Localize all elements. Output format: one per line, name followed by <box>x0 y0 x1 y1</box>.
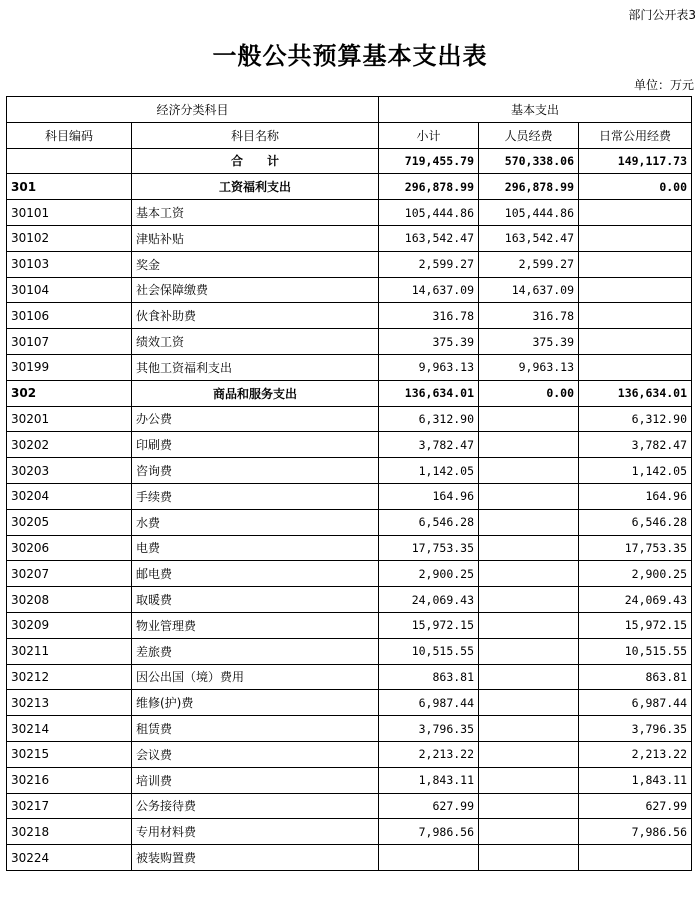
row-personnel <box>479 664 579 690</box>
column-header-name: 科目名称 <box>132 122 379 148</box>
row-personnel <box>479 483 579 509</box>
row-code: 30211 <box>7 638 132 664</box>
table-row <box>7 845 692 871</box>
row-name: 邮电费 <box>132 561 379 587</box>
table-row <box>7 200 692 226</box>
row-code: 30218 <box>7 819 132 845</box>
row-public: 0.00 <box>579 174 692 200</box>
row-subtotal: 15,972.15 <box>379 612 479 638</box>
row-name: 被装购置费 <box>132 845 379 871</box>
table-row <box>7 716 692 742</box>
row-name: 手续费 <box>132 483 379 509</box>
row-name: 社会保障缴费 <box>132 277 379 303</box>
table-row <box>7 406 692 432</box>
row-personnel <box>479 819 579 845</box>
row-subtotal: 1,142.05 <box>379 458 479 484</box>
row-code: 30209 <box>7 612 132 638</box>
row-personnel <box>479 458 579 484</box>
row-code: 30202 <box>7 432 132 458</box>
table-row <box>7 303 692 329</box>
row-subtotal: 17,753.35 <box>379 535 479 561</box>
row-public: 136,634.01 <box>579 380 692 406</box>
row-name: 差旅费 <box>132 638 379 664</box>
group-header-economic: 经济分类科目 <box>7 97 379 123</box>
row-subtotal: 2,900.25 <box>379 561 479 587</box>
row-code: 30104 <box>7 277 132 303</box>
table-number-label: 部门公开表3 <box>628 8 696 22</box>
budget-table <box>6 96 692 871</box>
table-row <box>7 819 692 845</box>
row-name: 伙食补助费 <box>132 303 379 329</box>
row-personnel <box>479 561 579 587</box>
group-header-basic: 基本支出 <box>379 97 692 123</box>
row-public: 6,546.28 <box>579 509 692 535</box>
row-subtotal: 10,515.55 <box>379 638 479 664</box>
row-public: 164.96 <box>579 483 692 509</box>
row-subtotal: 6,987.44 <box>379 690 479 716</box>
row-subtotal: 9,963.13 <box>379 354 479 380</box>
table-row <box>7 664 692 690</box>
row-public <box>579 200 692 226</box>
row-code: 302 <box>7 380 132 406</box>
row-personnel: 9,963.13 <box>479 354 579 380</box>
row-public: 2,900.25 <box>579 561 692 587</box>
row-name: 专用材料费 <box>132 819 379 845</box>
row-name: 物业管理费 <box>132 612 379 638</box>
row-name: 水费 <box>132 509 379 535</box>
row-public: 17,753.35 <box>579 535 692 561</box>
row-subtotal: 24,069.43 <box>379 587 479 613</box>
table-row <box>7 354 692 380</box>
unit-label: 单位：万元 <box>633 78 694 92</box>
row-personnel: 14,637.09 <box>479 277 579 303</box>
total-public: 149,117.73 <box>579 148 692 174</box>
row-personnel <box>479 741 579 767</box>
row-subtotal <box>379 845 479 871</box>
row-code: 30208 <box>7 587 132 613</box>
table-row <box>7 277 692 303</box>
column-header-code: 科目编码 <box>7 122 132 148</box>
row-name: 基本工资 <box>132 200 379 226</box>
row-subtotal: 3,782.47 <box>379 432 479 458</box>
row-personnel: 2,599.27 <box>479 251 579 277</box>
row-public <box>579 303 692 329</box>
row-name: 奖金 <box>132 251 379 277</box>
row-code: 30205 <box>7 509 132 535</box>
row-public: 863.81 <box>579 664 692 690</box>
row-name: 工资福利支出 <box>132 174 379 200</box>
table-row <box>7 535 692 561</box>
row-personnel <box>479 509 579 535</box>
row-subtotal: 2,213.22 <box>379 741 479 767</box>
row-name: 因公出国（境）费用 <box>132 664 379 690</box>
row-subtotal: 627.99 <box>379 793 479 819</box>
row-public <box>579 845 692 871</box>
row-name: 会议费 <box>132 741 379 767</box>
row-subtotal: 1,843.11 <box>379 767 479 793</box>
row-public: 2,213.22 <box>579 741 692 767</box>
row-subtotal: 7,986.56 <box>379 819 479 845</box>
table-row <box>7 741 692 767</box>
table-row <box>7 329 692 355</box>
row-public: 1,142.05 <box>579 458 692 484</box>
column-header-personnel: 人员经费 <box>479 122 579 148</box>
row-code: 30224 <box>7 845 132 871</box>
row-name: 商品和服务支出 <box>132 380 379 406</box>
table-row <box>7 458 692 484</box>
row-public: 7,986.56 <box>579 819 692 845</box>
row-personnel <box>479 793 579 819</box>
row-code: 30107 <box>7 329 132 355</box>
table-row <box>7 432 692 458</box>
row-subtotal: 375.39 <box>379 329 479 355</box>
row-public: 10,515.55 <box>579 638 692 664</box>
table-row <box>7 174 692 200</box>
row-code: 30203 <box>7 458 132 484</box>
row-name: 租赁费 <box>132 716 379 742</box>
row-personnel <box>479 432 579 458</box>
row-public <box>579 251 692 277</box>
row-name: 绩效工资 <box>132 329 379 355</box>
table-row <box>7 251 692 277</box>
total-row <box>7 148 692 174</box>
row-personnel: 375.39 <box>479 329 579 355</box>
row-personnel <box>479 845 579 871</box>
table-row <box>7 767 692 793</box>
row-code: 30207 <box>7 561 132 587</box>
row-subtotal: 863.81 <box>379 664 479 690</box>
row-code: 30106 <box>7 303 132 329</box>
row-code: 30103 <box>7 251 132 277</box>
row-code: 30102 <box>7 225 132 251</box>
row-personnel <box>479 638 579 664</box>
row-subtotal: 6,546.28 <box>379 509 479 535</box>
row-name: 培训费 <box>132 767 379 793</box>
total-label: 合 计 <box>132 148 379 174</box>
row-personnel: 296,878.99 <box>479 174 579 200</box>
row-personnel <box>479 406 579 432</box>
table-row <box>7 380 692 406</box>
row-name: 取暖费 <box>132 587 379 613</box>
row-code: 30101 <box>7 200 132 226</box>
table-row <box>7 561 692 587</box>
table-row <box>7 690 692 716</box>
total-personnel: 570,338.06 <box>479 148 579 174</box>
table-row <box>7 793 692 819</box>
row-personnel: 316.78 <box>479 303 579 329</box>
page-title: 一般公共预算基本支出表 <box>212 42 488 70</box>
row-name: 印刷费 <box>132 432 379 458</box>
row-public <box>579 329 692 355</box>
row-name: 津贴补贴 <box>132 225 379 251</box>
row-name: 公务接待费 <box>132 793 379 819</box>
row-personnel: 163,542.47 <box>479 225 579 251</box>
row-personnel <box>479 535 579 561</box>
row-subtotal: 136,634.01 <box>379 380 479 406</box>
row-public: 3,782.47 <box>579 432 692 458</box>
row-name: 办公费 <box>132 406 379 432</box>
table-row <box>7 225 692 251</box>
row-subtotal: 296,878.99 <box>379 174 479 200</box>
row-code: 30213 <box>7 690 132 716</box>
column-header-subtotal: 小计 <box>379 122 479 148</box>
table-row <box>7 587 692 613</box>
table-row <box>7 638 692 664</box>
row-name: 维修(护)费 <box>132 690 379 716</box>
row-code: 30217 <box>7 793 132 819</box>
row-code: 30204 <box>7 483 132 509</box>
row-personnel: 0.00 <box>479 380 579 406</box>
row-personnel <box>479 716 579 742</box>
row-public: 1,843.11 <box>579 767 692 793</box>
row-code: 30206 <box>7 535 132 561</box>
row-subtotal: 163,542.47 <box>379 225 479 251</box>
row-public <box>579 354 692 380</box>
row-subtotal: 3,796.35 <box>379 716 479 742</box>
table-row <box>7 509 692 535</box>
row-personnel <box>479 690 579 716</box>
row-name: 其他工资福利支出 <box>132 354 379 380</box>
row-public <box>579 225 692 251</box>
table-row <box>7 612 692 638</box>
row-code: 30199 <box>7 354 132 380</box>
row-public: 6,987.44 <box>579 690 692 716</box>
row-name: 咨询费 <box>132 458 379 484</box>
row-code: 30201 <box>7 406 132 432</box>
row-personnel <box>479 587 579 613</box>
row-code: 30212 <box>7 664 132 690</box>
group-header-row <box>7 97 692 123</box>
row-subtotal: 105,444.86 <box>379 200 479 226</box>
row-public: 3,796.35 <box>579 716 692 742</box>
table-row <box>7 483 692 509</box>
row-public: 24,069.43 <box>579 587 692 613</box>
row-subtotal: 316.78 <box>379 303 479 329</box>
row-public <box>579 277 692 303</box>
column-header-public: 日常公用经费 <box>579 122 692 148</box>
row-public: 15,972.15 <box>579 612 692 638</box>
row-personnel <box>479 767 579 793</box>
total-subtotal: 719,455.79 <box>379 148 479 174</box>
row-subtotal: 2,599.27 <box>379 251 479 277</box>
row-personnel <box>479 612 579 638</box>
row-code: 30214 <box>7 716 132 742</box>
row-personnel: 105,444.86 <box>479 200 579 226</box>
total-code-cell <box>7 148 132 174</box>
row-subtotal: 14,637.09 <box>379 277 479 303</box>
row-name: 电费 <box>132 535 379 561</box>
row-subtotal: 164.96 <box>379 483 479 509</box>
row-public: 627.99 <box>579 793 692 819</box>
row-code: 301 <box>7 174 132 200</box>
row-subtotal: 6,312.90 <box>379 406 479 432</box>
column-header-row <box>7 122 692 148</box>
row-public: 6,312.90 <box>579 406 692 432</box>
row-code: 30216 <box>7 767 132 793</box>
row-code: 30215 <box>7 741 132 767</box>
